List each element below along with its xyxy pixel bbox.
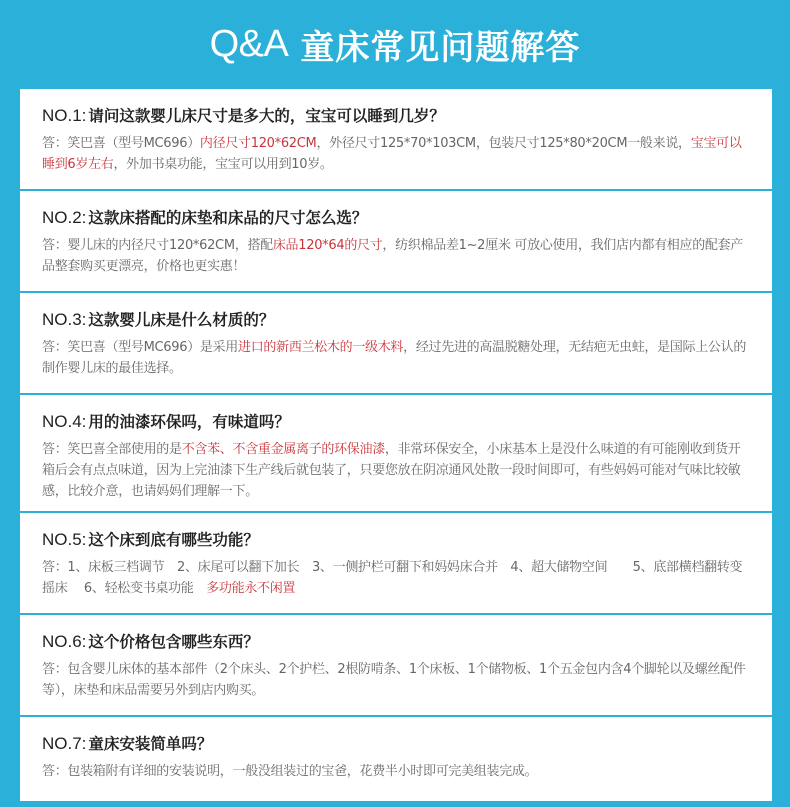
faq-number: NO.1:	[42, 106, 87, 125]
faq-number: NO.6:	[42, 632, 87, 651]
answer-text: ，外径尺寸125*70*103CM，包装尺寸125*80*20CM一般来说，	[316, 136, 691, 151]
faq-card-6	[20, 615, 772, 717]
answer-text: ，外加书桌功能，宝宝可以用到10岁。	[113, 157, 333, 172]
faq-card-3	[20, 293, 772, 395]
faq-question	[42, 104, 748, 128]
answer-text: 答：笑巴喜（型号MC696）	[42, 136, 200, 151]
faq-answer	[42, 761, 748, 782]
answer-text: 答：婴儿床的内径尺寸120*62CM，搭配	[42, 238, 273, 253]
faq-card-1	[20, 89, 772, 191]
answer-highlight: 多功能永不闲置	[206, 581, 296, 596]
faq-answer	[42, 133, 748, 175]
faq-question-text: 童床安装简单吗？	[88, 735, 213, 753]
faq-question-text: 这个床到底有哪些功能？	[88, 531, 259, 549]
faq-question	[42, 308, 748, 332]
faq-answer	[42, 557, 748, 599]
faq-number: NO.4:	[42, 412, 87, 431]
faq-question	[42, 630, 748, 654]
answer-highlight: 宝宝可以睡到6岁左右	[42, 136, 742, 172]
answer-highlight: 不含苯、不含重金属离子的环保油漆	[181, 442, 385, 457]
answer-text: 答：包装箱附有详细的安装说明，一般没组装过的宝爸，花费半小时即可完美组装完成。	[42, 764, 538, 779]
answer-highlight: 内径尺寸120*62CM	[199, 136, 317, 151]
faq-question-text: 这款床搭配的床垫和床品的尺寸怎么选？	[88, 209, 368, 227]
faq-number: NO.2:	[42, 208, 87, 227]
faq-question	[42, 410, 748, 434]
faq-answer	[42, 439, 748, 502]
faq-number: NO.7:	[42, 734, 87, 753]
faq-card-4	[20, 395, 772, 513]
answer-text: 答：笑巴喜（型号MC696）是采用	[42, 340, 239, 355]
faq-list	[20, 89, 772, 803]
header-prefix: Q&A	[209, 23, 289, 65]
faq-question-text: 请问这款婴儿床尺寸是多大的，宝宝可以睡到几岁？	[88, 107, 445, 125]
faq-card-5	[20, 513, 772, 615]
faq-question	[42, 206, 748, 230]
page-title: 童床常见问题解答	[300, 28, 581, 68]
faq-question	[42, 732, 748, 756]
answer-text: 答：包含婴儿床体的基本部件（2个床头、2个护栏、2根防啃条、1个床板、1个储物板、1个五金包内含4个脚轮以及螺丝配件等），床垫和床品需要另外到店内购买。	[42, 662, 746, 698]
answer-text: 答：笑巴喜全部使用的是	[42, 442, 182, 457]
faq-question	[42, 528, 748, 552]
faq-question-text: 这款婴儿床是什么材质的？	[88, 311, 275, 329]
faq-question-text: 这个价格包含哪些东西？	[88, 633, 259, 651]
answer-text: 答：1、床板三档调节 2、床尾可以翻下加长 3、一侧护栏可翻下和妈妈床合并 4、超大储物空间 5、底部横档翻转变摇床 6、轻松变书桌功能	[42, 560, 743, 596]
faq-card-7	[20, 717, 772, 803]
faq-answer	[42, 659, 748, 701]
faq-answer	[42, 235, 748, 277]
answer-highlight: 进口的新西兰松木的一级木料	[238, 340, 404, 355]
answer-text: ，非常环保安全，小床基本上是没什么味道的有可能刚收到货开箱后会有点点味道，因为上完油漆下生产线后就包装了，只要您放在阴凉通风处散一段时间即可，有些妈妈可能对气味比较敏感，比较介意，也请妈妈们理解一下。	[42, 442, 741, 499]
faq-number: NO.5:	[42, 530, 87, 549]
answer-text: ，经过先进的高温脱糖处理，无结疤无虫蛀，是国际上公认的制作婴儿床的最佳选择。	[42, 340, 747, 376]
faq-number: NO.3:	[42, 310, 87, 329]
answer-highlight: 床品120*64的尺寸	[272, 238, 383, 253]
faq-card-2	[20, 191, 772, 293]
faq-question-text: 用的油漆环保吗，有味道吗？	[88, 413, 290, 431]
answer-text: ，纺织棉品差1~2厘米 可放心使用，我们店内都有相应的配套产品整套购买更漂亮，价格也更实惠！	[42, 238, 743, 274]
faq-answer	[42, 337, 748, 379]
header-banner	[0, 0, 790, 89]
